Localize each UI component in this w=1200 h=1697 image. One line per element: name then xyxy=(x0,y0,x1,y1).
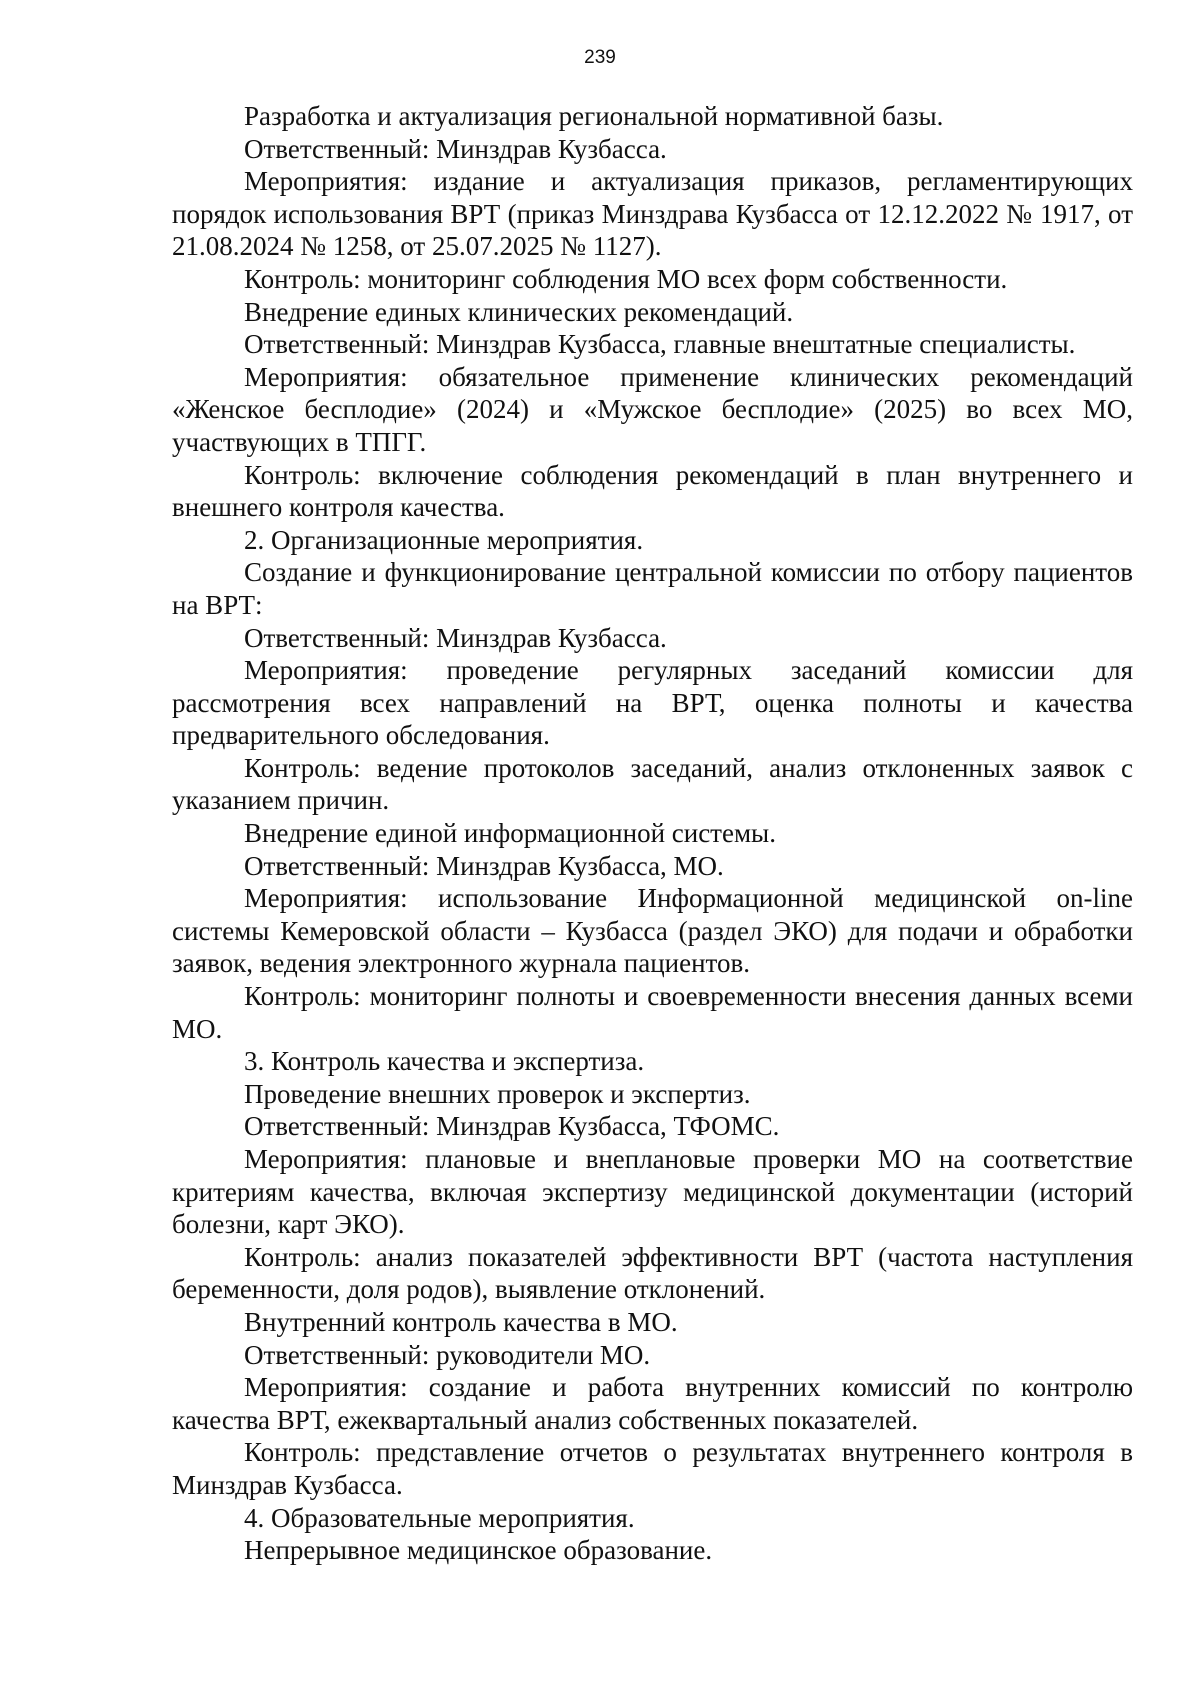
document-body xyxy=(172,100,1133,1567)
section-heading: 4. Образовательные мероприятия. xyxy=(244,1502,635,1533)
paragraph: Контроль: представление отчетов о результатах внутреннего контроля в Минздрав Кузбасса. xyxy=(172,1437,1133,1500)
paragraph: Мероприятия: использование Информационной медицинской on-line системы Кемеровской области – Кузбасса (раздел ЭКО) для подачи и обработки заявок, ведения электронного журнала пациентов. xyxy=(172,883,1133,979)
paragraph: Контроль: мониторинг соблюдения МО всех форм собственности. xyxy=(244,263,1008,294)
paragraph: Мероприятия: плановые и внеплановые проверки МО на соответствие критериям качества, включая экспертизу медицинской документации (историй болезни, карт ЭКО). xyxy=(172,1144,1133,1240)
paragraph: Непрерывное медицинское образование. xyxy=(244,1535,713,1566)
paragraph: Мероприятия: издание и актуализация приказов, регламентирующих порядок использования ВРТ (приказ Минздрава Кузбасса от 12.12.2022 № 1917, от 21.08.2024 № 1258, от 25.07.2025 № 1127). xyxy=(172,166,1133,262)
paragraph: Создание и функционирование центральной комиссии по отбору пациентов на ВРТ: xyxy=(172,557,1133,620)
paragraph: Мероприятия: проведение регулярных заседаний комиссии для рассмотрения всех направлений на ВРТ, оценка полноты и качества предварительного обследования. xyxy=(172,655,1133,751)
paragraph: Мероприятия: создание и работа внутренних комиссий по контролю качества ВРТ, ежеквартальный анализ собственных показателей. xyxy=(172,1372,1133,1435)
paragraph: Ответственный: руководители МО. xyxy=(244,1339,651,1370)
paragraph: Контроль: анализ показателей эффективности ВРТ (частота наступления беременности, доля родов), выявление отклонений. xyxy=(172,1241,1133,1305)
paragraph: Разработка и актуализация региональной нормативной базы. xyxy=(244,101,944,131)
paragraph: Контроль: мониторинг полноты и своевременности внесения данных всеми МО. xyxy=(172,981,1133,1044)
paragraph: Ответственный: Минздрав Кузбасса. xyxy=(244,133,667,164)
paragraph: Контроль: включение соблюдения рекомендаций в план внутреннего и внешнего контроля качества. xyxy=(172,459,1133,523)
paragraph: Внедрение единой информационной системы. xyxy=(244,818,776,849)
paragraph: Внедрение единых клинических рекомендаций. xyxy=(244,296,794,327)
section-heading: 2. Организационные мероприятия. xyxy=(244,524,644,555)
paragraph: Ответственный: Минздрав Кузбасса, МО. xyxy=(244,850,724,881)
paragraph: Мероприятия: обязательное применение клинических рекомендаций «Женское бесплодие» (2024) и «Мужское бесплодие» (2025) во всех МО, участвующих в ТПГГ. xyxy=(172,361,1133,457)
paragraph: Ответственный: Минздрав Кузбасса, главные внештатные специалисты. xyxy=(244,329,1076,360)
paragraph: Ответственный: Минздрав Кузбасса, ТФОМС. xyxy=(244,1111,780,1142)
page-number: 239 xyxy=(584,47,616,68)
paragraph: Ответственный: Минздрав Кузбасса. xyxy=(244,622,667,653)
paragraph: Внутренний контроль качества в МО. xyxy=(244,1306,678,1337)
paragraph: Контроль: ведение протоколов заседаний, анализ отклоненных заявок с указанием причин. xyxy=(172,752,1133,816)
section-heading: 3. Контроль качества и экспертиза. xyxy=(244,1046,645,1077)
paragraph: Проведение внешних проверок и экспертиз. xyxy=(244,1078,751,1109)
